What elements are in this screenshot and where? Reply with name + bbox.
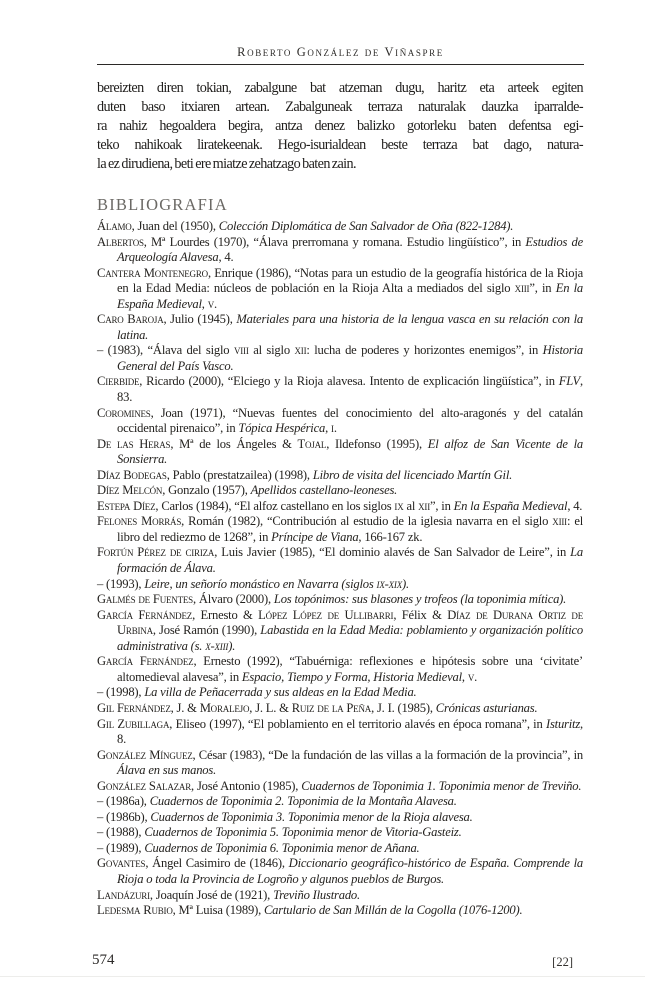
bibliography-entry: Landázuri, Joaquín José de (1921), Treviño Ilustrado. <box>97 887 360 902</box>
bibliography-entry: Felones Morrás, Román (1982), “Contribución al estudio de la iglesia navarra en el siglo xiii: el libro del rediezmo de 1268”, in Príncipe de Viana, 166-167 zk. <box>97 514 584 544</box>
bibliography-entry: – (1998), La villa de Peñacerrada y sus aldeas en la Edad Media. <box>97 685 417 700</box>
page-number: 574 <box>92 952 115 968</box>
intro-paragraph <box>97 79 583 174</box>
header-rule <box>97 64 584 65</box>
bibliography-entry: Díez Melcón, Gonzalo (1957), Apellidos castellano-leoneses. <box>97 483 398 498</box>
bibliography-entry: Díaz Bodegas, Pablo (prestatzailea) (1998), Libro de visita del licenciado Martín Gil. <box>97 467 513 482</box>
bibliography-entry: Govantes, Ángel Casimiro de (1846), Diccionario geográfico-histórico de España. Comprende la Rioja o toda la Provincia de Logroño y algunos pueblos de Burgos. <box>97 856 583 886</box>
bibliography-entry: – (1986a), Cuadernos de Toponimia 2. Toponimia de la Montaña Alavesa. <box>97 794 457 809</box>
intro-line: duten baso itxiaren artean. Zabalguneak terraza naturalak dauzka iparralde- <box>97 99 583 115</box>
bibliography-entry: Coromines, Joan (1971), “Nuevas fuentes del conocimiento del alto-aragonés y del catalán occidental pirenaico”, in Tópica Hespérica, i. <box>97 405 583 436</box>
bibliography-entry: Fortún Pérez de ciriza, Luis Javier (1985), “El dominio alavés de San Salvador de Leire”, in La formación de Álava. <box>97 545 583 576</box>
bibliography-entry: González Mínguez, César (1983), “De la fundación de las villas a la formación de la provincia”, in Álava en sus manos. <box>97 747 583 778</box>
bibliography-entry: Álamo, Juan del (1950), Colección Diplomática de San Salvador de Oña (822-1284). <box>97 219 514 233</box>
bibliography-entry: González Salazar, José Antonio (1985), Cuadernos de Toponimia 1. Toponimia menor de Treviño. <box>97 778 582 793</box>
bibliography-entry: Albertos, Mª Lourdes (1970), “Álava prerromana y romana. Estudio lingüístico”, in Estudios de Arqueología Alavesa, 4. <box>97 234 583 265</box>
bibliography-entry: – (1988), Cuadernos de Toponimia 5. Toponimia menor de Vitoria-Gasteiz. <box>97 825 462 840</box>
bibliography-entry: Estepa Díez, Carlos (1984), “El alfoz castellano en los siglos ix al xii”, in En la España Medieval, 4. <box>97 498 583 513</box>
bibliography-entry: De las Heras, Mª de los Ángeles & Tojal, Ildefonso (1995), El alfoz de San Vicente de la Sonsierra. <box>97 436 584 467</box>
intro-line: ra nahiz hegoaldera begira, antza denez balizko gotorleku baten defentsa egi- <box>97 118 583 134</box>
bibliography-entry: García Fernández, Ernesto & López López de Ullibarri, Félix & Díaz de Durana Ortiz de Urbina, José Ramón (1990), Labastida en la Edad Media: poblamiento y organización político administrativa (s. x-xiii). <box>97 607 584 653</box>
bibliography-heading: BIBLIOGRAFIA <box>97 195 228 214</box>
intro-line: la ez dirudiena, beti ere miatze zehatzago baten zain. <box>97 156 356 172</box>
intro-line: bereizten diren tokian, zabalgune bat atzeman dugu, haritz eta arteek egiten <box>97 80 583 96</box>
bibliography-entry: Gil Fernández, J. & Moralejo, J. L. & Ruiz de la Peña, J. I. (1985), Crónicas asturianas. <box>97 700 538 715</box>
bibliography-entry: Ledesma Rubio, Mª Luisa (1989), Cartulario de San Millán de la Cogolla (1076-1200). <box>97 903 523 918</box>
bibliography-entry: Cierbide, Ricardo (2000), “Elciego y la Rioja alavesa. Intento de explicación lingüística”, in FLV, 83. <box>97 374 583 405</box>
bibliography-entry: – (1993), Leire, un señorío monástico en Navarra (siglos ix-xix). <box>97 576 409 591</box>
intro-line: teko nahikoak liratekeenak. Hego-isurialdean beste terraza bat dago, natura- <box>97 137 583 153</box>
bibliography-entry: Cantera Montenegro, Enrique (1986), “Notas para un estudio de la geografía histórica de la Rioja en la Edad Media: núcleos de población en la Rioja Alta a mediados del siglo xiii”, in En la España Medieval, v. <box>97 265 584 311</box>
bibliography-entry: – (1989), Cuadernos de Toponimia 6. Toponimia menor de Añana. <box>97 840 420 855</box>
bibliography-entry: Galmés de Fuentes, Álvaro (2000), Los topónimos: sus blasones y trofeos (la toponimia mítica). <box>97 592 567 607</box>
bibliography-entry: – (1983), “Álava del siglo viii al siglo xii: lucha de poderes y horizontes enemigos”, in Historia General del País Vasco. <box>97 343 583 373</box>
bibliography-entry: Caro Baroja, Julio (1945), Materiales para una historia de la lengua vasca en su relación con la latina. <box>97 312 583 342</box>
bibliography-entry: Gil Zubillaga, Eliseo (1997), “El poblamiento en el territorio alavés en época romana”, in Isturitz, 8. <box>97 716 583 747</box>
bibliography-list <box>97 219 583 919</box>
bibliography-entry: García Fernández, Ernesto (1992), “Tabuérniga: reflexiones e hipótesis sobre una ‘civitate’ altomedieval alavesa”, in Espacio, Tiempo y Forma, Historia Medieval, v. <box>97 654 583 684</box>
page-index: [22] <box>552 955 573 969</box>
bibliography-entry: – (1986b), Cuadernos de Toponimia 3. Toponimia menor de la Rioja alavesa. <box>97 809 473 824</box>
running-header: Roberto González de Viñaspre <box>237 45 444 59</box>
scan-edge-line <box>0 976 645 977</box>
